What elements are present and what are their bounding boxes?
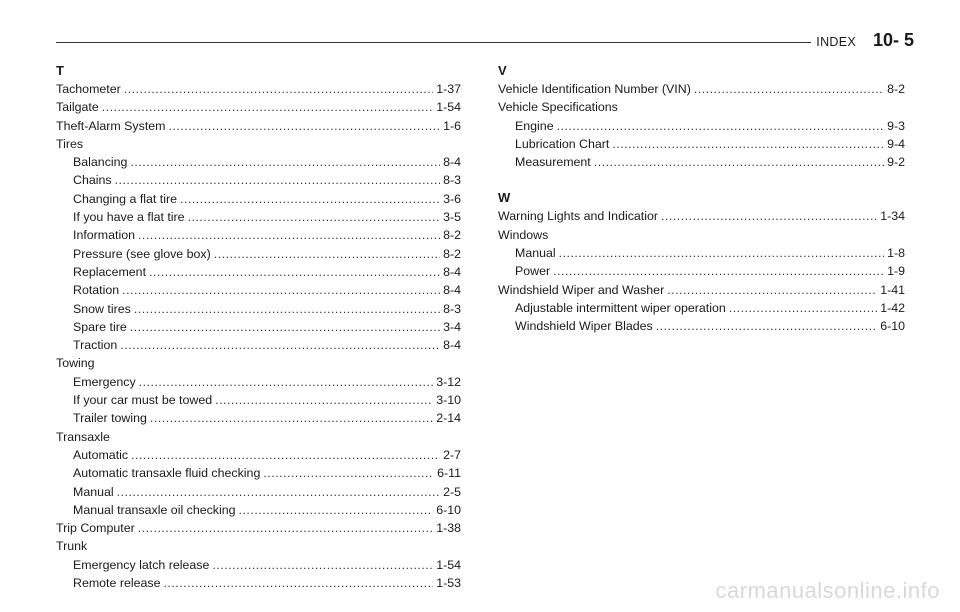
dot-leader <box>553 262 884 280</box>
entry-title: Manual <box>73 484 114 499</box>
dot-leader <box>163 574 433 592</box>
entry-title: Pressure (see glove box) <box>73 246 211 261</box>
entry-title: Information <box>73 228 135 243</box>
dot-leader <box>694 80 884 98</box>
index-group-heading: Transaxle <box>56 429 110 444</box>
entry-page-ref: 8-4 <box>443 155 461 170</box>
index-letter-heading: W <box>498 190 511 206</box>
entry-title: Manual <box>515 246 556 261</box>
entry-title: Remote release <box>73 576 161 591</box>
entry-page-ref: 1-37 <box>436 82 461 96</box>
dot-leader <box>215 391 433 409</box>
entry-title: Windshield Wiper Blades <box>515 319 653 334</box>
entry-title: Power <box>515 264 551 279</box>
dot-leader <box>656 317 877 335</box>
index-entry <box>56 117 461 135</box>
index-subentry <box>56 556 461 574</box>
index-group-heading: Trunk <box>56 539 88 554</box>
entry-page-ref: 1-41 <box>880 282 905 297</box>
dot-leader <box>102 98 433 116</box>
entry-page-ref: 1-6 <box>443 118 461 133</box>
index-subentry <box>56 391 461 409</box>
entry-page-ref: 8-4 <box>443 283 461 298</box>
entry-title: Trailer towing <box>73 411 147 426</box>
index-subentry <box>56 153 461 171</box>
entry-page-ref: 1-54 <box>436 557 461 572</box>
index-subentry <box>56 263 461 281</box>
entry-page-ref: 1-8 <box>887 246 905 261</box>
index-subentry <box>56 373 461 391</box>
entry-title: Snow tires <box>73 301 131 316</box>
dot-leader <box>130 318 440 336</box>
page-number: 10- 5 <box>872 30 914 50</box>
entry-title: Balancing <box>73 155 128 170</box>
entry-title: Rotation <box>73 283 120 298</box>
index-subentry <box>498 153 905 171</box>
index-subentry <box>56 446 461 464</box>
index-subentry <box>498 117 905 135</box>
entry-page-ref: 2-14 <box>436 411 461 426</box>
header-rule <box>56 42 811 43</box>
entry-title: Emergency latch release <box>73 557 210 572</box>
section-label: INDEX <box>816 35 856 49</box>
index-subentry <box>498 317 905 335</box>
entry-title: If your car must be towed <box>73 393 213 408</box>
index-subentry <box>56 190 461 208</box>
dot-leader <box>661 207 877 225</box>
dot-leader <box>124 80 433 98</box>
entry-page-ref: 1-54 <box>436 100 461 115</box>
site-watermark: carmanualsonline.info <box>715 578 940 603</box>
entry-page-ref: 6-10 <box>436 502 461 517</box>
entry-title: Vehicle Identification Number (VIN) <box>498 82 691 96</box>
entry-title: Changing a flat tire <box>73 191 178 206</box>
entry-title: Tailgate <box>56 100 99 115</box>
index-entry <box>56 80 461 98</box>
section-gap <box>498 171 905 189</box>
entry-page-ref: 9-3 <box>887 118 905 133</box>
dot-leader <box>594 153 884 171</box>
entry-title: Tachometer <box>56 82 121 96</box>
dot-leader <box>149 263 440 281</box>
dot-leader <box>168 117 440 135</box>
entry-title: Spare tire <box>73 319 127 334</box>
index-subentry <box>56 171 461 189</box>
entry-page-ref: 1-53 <box>436 576 461 591</box>
dot-leader <box>115 171 441 189</box>
index-group-heading: Windows <box>498 227 549 242</box>
dot-leader <box>150 409 433 427</box>
dot-leader <box>139 373 434 391</box>
entry-title: Chains <box>73 173 112 188</box>
dot-leader <box>120 336 440 354</box>
index-entry <box>56 98 461 116</box>
index-group-heading: Vehicle Specifications <box>498 100 618 115</box>
index-subentry <box>56 208 461 226</box>
entry-title: Manual transaxle oil checking <box>73 502 236 517</box>
dot-leader <box>117 483 440 501</box>
entry-title: Trip Computer <box>56 521 135 536</box>
dot-leader <box>263 464 434 482</box>
entry-page-ref: 3-10 <box>436 393 461 408</box>
dot-leader <box>212 556 433 574</box>
index-entry <box>498 207 905 225</box>
index-column-left <box>56 62 461 592</box>
entry-title: Adjustable intermittent wiper operation <box>515 300 726 315</box>
index-entry <box>498 80 905 98</box>
entry-title: Measurement <box>515 155 591 170</box>
index-column-right <box>498 62 905 336</box>
index-subentry <box>56 226 461 244</box>
entry-page-ref: 2-7 <box>443 447 461 462</box>
entry-page-ref: 3-5 <box>443 210 461 225</box>
entry-title: Automatic transaxle fluid checking <box>73 466 261 481</box>
entry-page-ref: 3-4 <box>443 319 461 334</box>
index-subentry <box>498 262 905 280</box>
entry-page-ref: 8-2 <box>443 246 461 261</box>
index-subentry <box>56 483 461 501</box>
entry-page-ref: 3-6 <box>443 191 461 206</box>
entry-page-ref: 8-4 <box>443 264 461 279</box>
dot-leader <box>138 519 433 537</box>
entry-title: Warning Lights and Indicatior <box>498 209 659 224</box>
index-subentry <box>56 409 461 427</box>
index-subentry <box>56 464 461 482</box>
dot-leader <box>214 245 440 263</box>
index-subentry <box>56 318 461 336</box>
index-entry <box>56 519 461 537</box>
entry-page-ref: 3-12 <box>436 374 461 389</box>
index-entry <box>498 281 905 299</box>
entry-title: Replacement <box>73 264 147 279</box>
entry-title: If you have a flat tire <box>73 210 185 225</box>
entry-title: Traction <box>73 338 118 353</box>
entry-page-ref: 1-42 <box>880 300 905 315</box>
entry-title: Windshield Wiper and Washer <box>498 282 665 297</box>
entry-page-ref: 6-11 <box>437 466 461 481</box>
entry-page-ref: 6-10 <box>880 319 905 334</box>
index-subentry <box>56 245 461 263</box>
entry-page-ref: 9-2 <box>887 155 905 170</box>
dot-leader <box>667 281 877 299</box>
dot-leader <box>559 244 884 262</box>
index-letter-heading: V <box>498 63 507 78</box>
dot-leader <box>122 281 440 299</box>
entry-page-ref: 9-4 <box>887 136 905 151</box>
entry-title: Engine <box>515 118 554 133</box>
dot-leader <box>239 501 434 519</box>
index-group-heading: Tires <box>56 136 84 151</box>
index-subentry <box>498 135 905 153</box>
dot-leader <box>138 226 440 244</box>
entry-title: Automatic <box>73 447 129 462</box>
entry-page-ref: 1-34 <box>880 209 905 224</box>
index-subentry <box>56 281 461 299</box>
dot-leader <box>729 299 877 317</box>
dot-leader <box>180 190 440 208</box>
entry-page-ref: 8-3 <box>443 301 461 316</box>
dot-leader <box>130 153 440 171</box>
index-subentry <box>56 501 461 519</box>
entry-page-ref: 1-9 <box>887 264 905 279</box>
entry-page-ref: 8-2 <box>443 228 461 243</box>
index-subentry <box>498 299 905 317</box>
entry-page-ref: 8-3 <box>443 173 461 188</box>
entry-page-ref: 2-5 <box>443 484 461 499</box>
dot-leader <box>134 300 440 318</box>
entry-page-ref: 1-38 <box>436 521 461 536</box>
dot-leader <box>131 446 440 464</box>
entry-title: Theft-Alarm System <box>56 118 166 133</box>
entry-title: Lubrication Chart <box>515 136 610 151</box>
dot-leader <box>612 135 884 153</box>
dot-leader <box>188 208 441 226</box>
entry-title: Emergency <box>73 374 136 389</box>
entry-page-ref: 8-2 <box>887 82 905 96</box>
index-letter-heading: T <box>56 63 64 78</box>
index-subentry <box>56 336 461 354</box>
index-subentry <box>498 244 905 262</box>
index-subentry <box>56 574 461 592</box>
index-group-heading: Towing <box>56 356 95 371</box>
entry-page-ref: 8-4 <box>443 338 461 353</box>
index-subentry <box>56 300 461 318</box>
dot-leader <box>557 117 884 135</box>
